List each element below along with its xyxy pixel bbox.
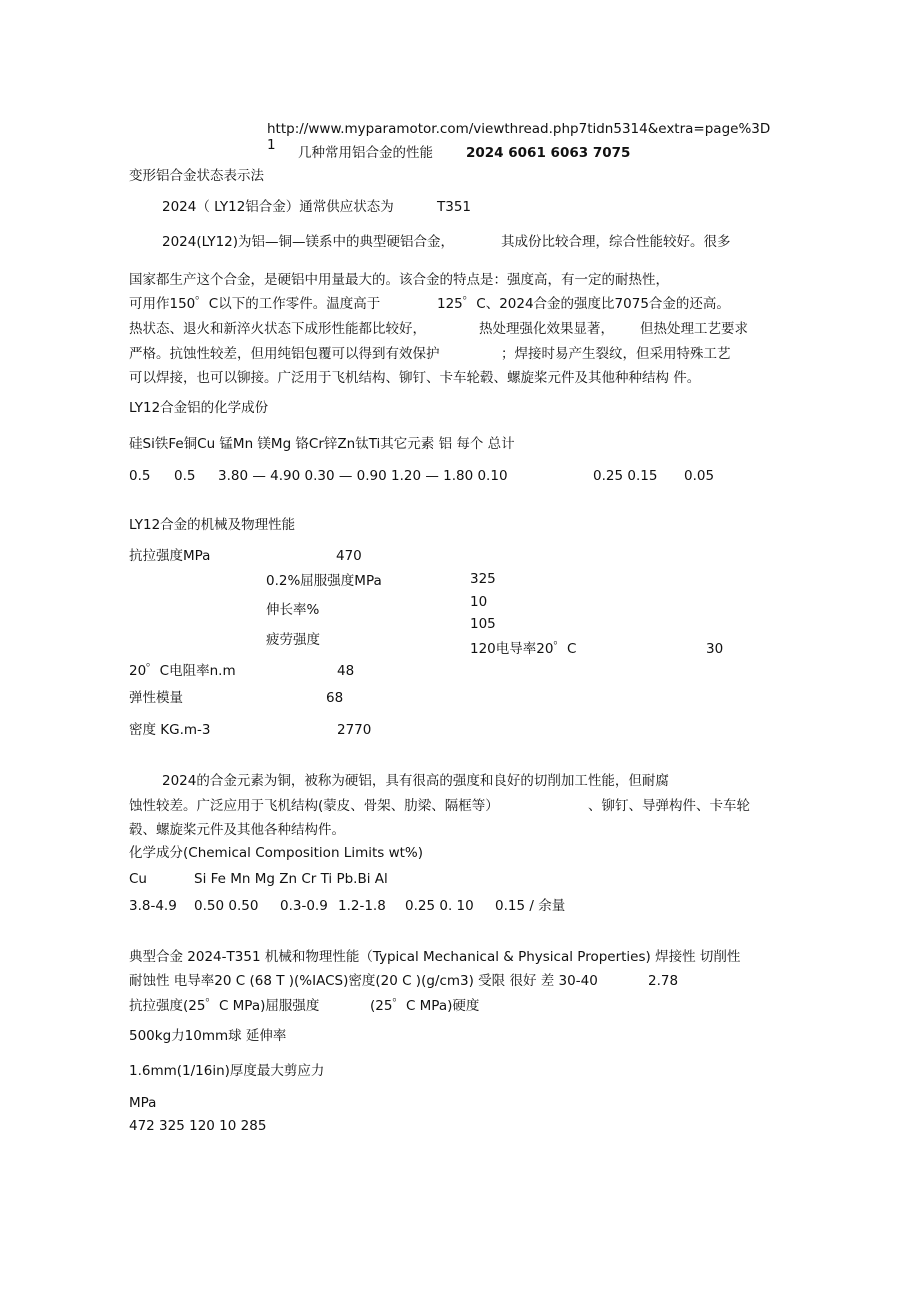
para-2024-line-2b: 、铆钉、导弹构件、卡车轮 <box>588 798 750 814</box>
ly12-chem-header-row: 硅Si铁Fe铜Cu 锰Mn 镁Mg 铬Cr锌Zn钛Ti其它元素 铝 每个 总计 <box>129 436 515 452</box>
ly12-chem-value: 0.25 0.15 <box>593 468 658 484</box>
elongation-label: 伸长率% <box>266 602 320 618</box>
modulus-label: 弹性模量 <box>129 690 183 706</box>
intro-line-3b: 125゜C、2024合金的强度比7075合金的还高。 <box>437 296 730 312</box>
resistivity-value: 48 <box>337 663 355 679</box>
intro-line-1a: 2024(LY12)为铝—铜—镁系中的典型硬铝合金， <box>162 234 455 250</box>
intro-line-3a: 可用作150゜C以下的工作零件。温度高于 <box>129 296 381 312</box>
intro-line-4c: 但热处理工艺要求 <box>640 321 748 337</box>
tensile-value: 470 <box>336 548 362 564</box>
chem-2024-value: 0.50 0.50 <box>194 898 259 914</box>
chem-2024-header-rest: Si Fe Mn Mg Zn Cr Ti Pb.Bi Al <box>194 871 388 887</box>
resistivity-label: 20゜C电阻率n.m <box>129 663 236 679</box>
density-value: 2770 <box>337 722 372 738</box>
intro-line-2: 国家都生产这个合金，是硬铝中用量最大的。该合金的特点是：强度高，有一定的耐热性， <box>129 272 669 288</box>
source-url-continuation: 1 <box>267 137 276 153</box>
ly12-mech-heading: LY12合金的机械及物理性能 <box>129 517 296 533</box>
intro-line-4b: 热处理强化效果显著， <box>479 321 614 337</box>
page-title: 几种常用铝合金的性能 <box>298 145 433 161</box>
chem-2024-value: 0.15 / 余量 <box>495 898 566 914</box>
fatigue-label: 疲劳强度 <box>266 632 320 648</box>
density-label: 密度 KG.m-3 <box>129 722 211 738</box>
ly12-chem-value: 0.05 <box>684 468 715 484</box>
para-2024-line-2a: 蚀性较差。广泛应用于飞机结构(蒙皮、骨架、肋梁、隔框等） <box>129 798 499 814</box>
typical-line-1: 典型合金 2024-T351 机械和物理性能（Typical Mechanical & Physical Properties) 焊接性 切削性 <box>129 949 741 965</box>
typical-line-2b: 2.78 <box>648 973 679 989</box>
tensile-label: 抗拉强度MPa <box>129 548 211 564</box>
yield-label: 0.2%屈服强度MPa <box>266 573 382 589</box>
yield-value: 325 <box>470 571 496 587</box>
ly12-chem-value: 3.80 — 4.90 0.30 — 0.90 1.20 — 1.80 0.10 <box>218 468 508 484</box>
intro-line-5a: 严格。抗蚀性较差，但用纯铝包覆可以得到有效保护 <box>129 346 440 362</box>
ly12-chem-value: 0.5 <box>129 468 151 484</box>
intro-line-1b: 其成份比较合理，综合性能较好。很多 <box>501 234 731 250</box>
typical-line-3a: 抗拉强度(25゜C MPa)屈服强度 <box>129 998 320 1014</box>
typical-line-2a: 耐蚀性 电导率20 C (68 T )(%IACS)密度(20 C )(g/cm3) 受限 很好 差 30-40 <box>129 973 598 989</box>
para-2024-line-3: 毂、螺旋桨元件及其他各种结构件。 <box>129 822 345 838</box>
typical-line-6: MPa <box>129 1095 157 1111</box>
typical-line-5: 1.6mm(1/16in)厚度最大剪应力 <box>129 1063 325 1079</box>
modulus-value: 68 <box>326 690 344 706</box>
supply-state-label: 2024（ LY12铝合金）通常供应状态为 <box>162 199 394 215</box>
typical-line-4: 500kg力10mm球 延伸率 <box>129 1028 287 1044</box>
intro-line-5b: ；焊接时易产生裂纹，但采用特殊工艺 <box>501 346 731 362</box>
typical-line-3b: (25゜C MPa)硬度 <box>370 998 480 1014</box>
state-heading: 变形铝合金状态表示法 <box>129 168 264 184</box>
para-2024-line-1: 2024的合金元素为铜，被称为硬铝，具有很高的强度和良好的切削加工性能，但耐腐 <box>162 773 669 789</box>
chem-2024-value: 0.25 0. 10 <box>405 898 474 914</box>
ly12-chem-heading: LY12合金铝的化学成份 <box>129 400 269 416</box>
extra-value: 105 <box>470 616 496 632</box>
chem-2024-value: 0.3-0.9 <box>280 898 328 914</box>
intro-line-4a: 热状态、退火和新淬火状态下成形性能都比较好， <box>129 321 426 337</box>
source-url: http://www.myparamotor.com/viewthread.php7tidn5314&extra=page%3D <box>267 121 771 137</box>
chem-2024-heading: 化学成分(Chemical Composition Limits wt%) <box>129 845 424 861</box>
typical-line-7: 472 325 120 10 285 <box>129 1118 267 1134</box>
supply-state-value: T351 <box>437 199 472 215</box>
chem-2024-value: 1.2-1.8 <box>338 898 386 914</box>
intro-line-6: 可以焊接，也可以铆接。广泛用于飞机结构、铆钉、卡车轮毂、螺旋桨元件及其他种种结构 件。 <box>129 370 701 386</box>
elongation-value: 10 <box>470 594 488 610</box>
ly12-chem-value: 0.5 <box>174 468 196 484</box>
chem-2024-header-cu: Cu <box>129 871 147 887</box>
page-title-grades: 2024 6061 6063 7075 <box>466 145 631 161</box>
chem-2024-value: 3.8-4.9 <box>129 898 177 914</box>
conductivity-value: 30 <box>706 641 724 657</box>
fatigue-conductivity: 120电导率20゜C <box>470 641 577 657</box>
